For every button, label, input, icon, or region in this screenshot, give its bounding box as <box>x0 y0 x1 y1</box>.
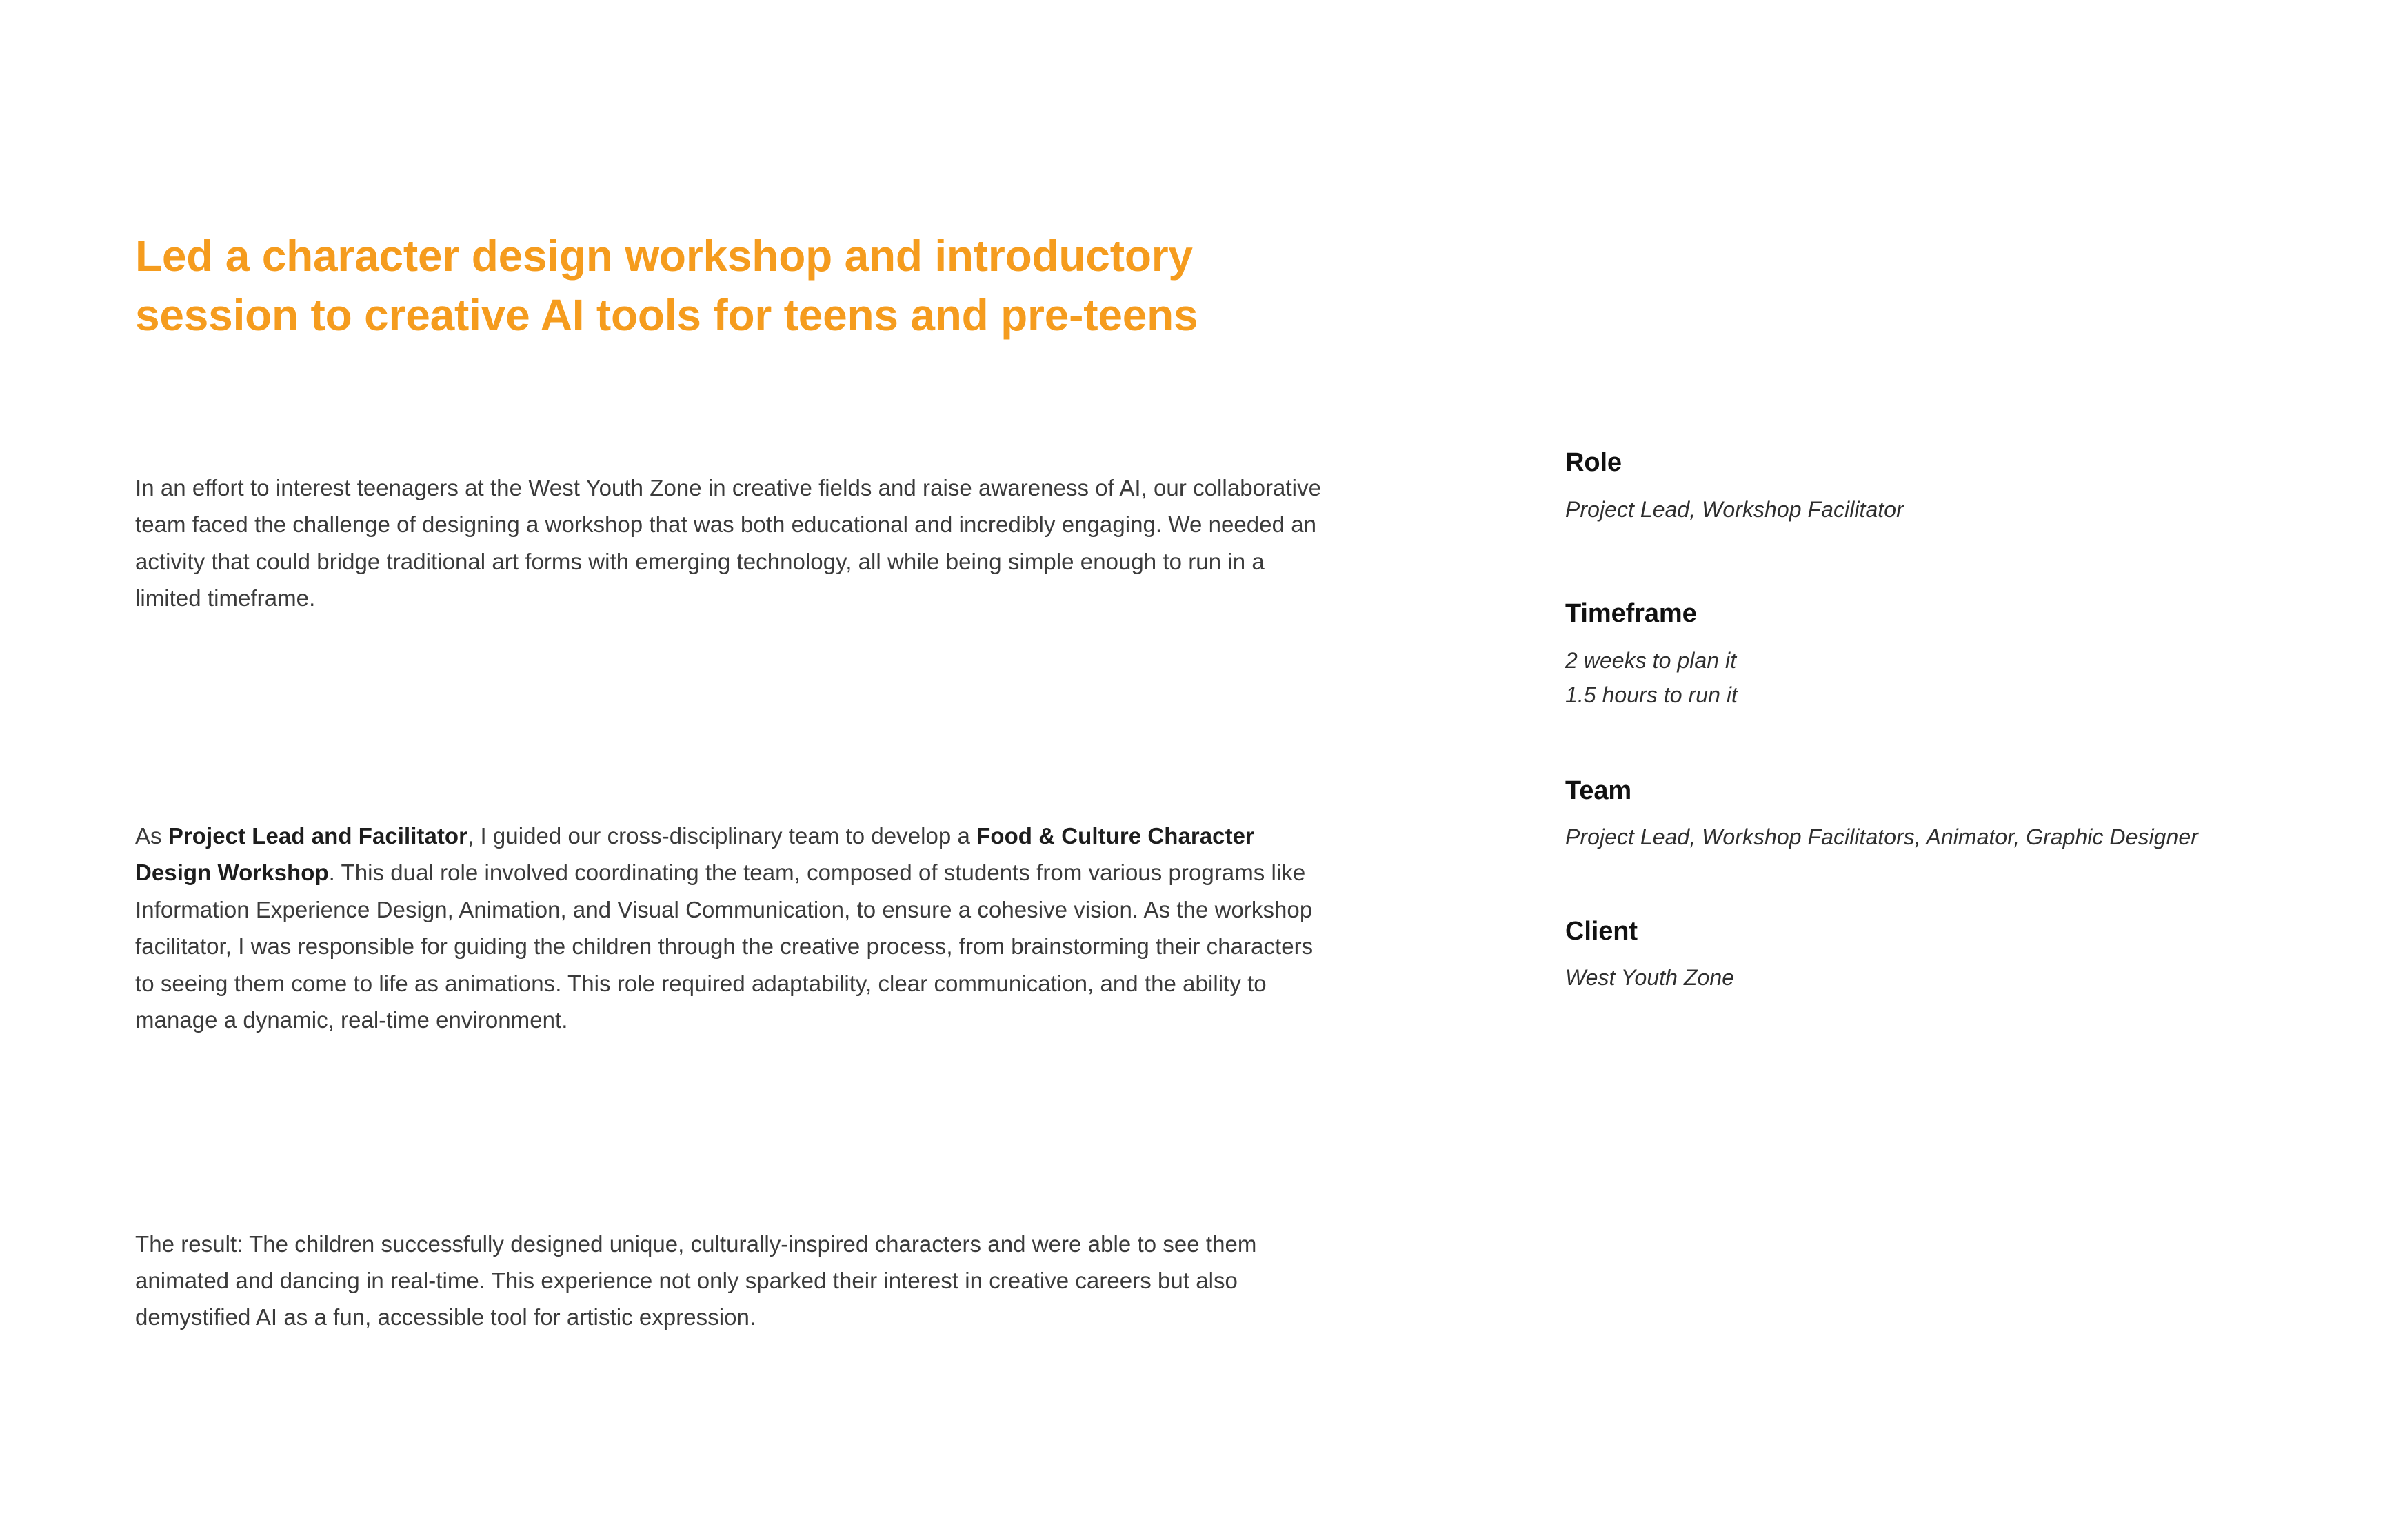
meta-block-timeframe <box>1565 598 2200 775</box>
paragraph-challenge: In an effort to interest teenagers at the West Youth Zone in creative fields and raise awareness of AI, our collaborative team faced the challenge of designing a workshop that was both educational and incredibly engaging. We needed an activity that could bridge traditional art forms with emerging technology, all while being simple enough to run in a limited timeframe. <box>135 475 1322 611</box>
meta-value-line: Project Lead, Workshop Facilitators, Animator, Graphic Designer <box>1565 824 2198 850</box>
meta-value-timeframe <box>1565 643 2200 713</box>
meta-heading-timeframe: Timeframe <box>1565 599 1697 629</box>
emphasized-text: Food & Culture Character Design Workshop <box>135 822 1254 886</box>
meta-heading-role: Role <box>1565 448 1622 477</box>
meta-block-role <box>1565 447 2200 598</box>
emphasized-text: Project Lead and Facilitator <box>168 822 468 849</box>
paragraph-spacer <box>135 1062 1334 1203</box>
meta-sidebar <box>1565 447 2200 995</box>
meta-value-line: West Youth Zone <box>1565 965 1735 991</box>
paragraph-role-action: As Project Lead and Facilitator, I guided our cross-disciplinary team to develop a Food & Culture Character Design Workshop. This dual role involved coordinating the team, composed of students from various programs like Information Experience Design, Animation, and Visual Communication, to ensure a cohesive vision. As the workshop facilitator, I was responsible for guiding the children through the creative process, from brainstorming their characters to seeing them come to life as animations. This role required adaptability, clear communication, and the ability to manage a dynamic, real-time environment. <box>135 822 1314 1033</box>
meta-value-line: 2 weeks to plan it <box>1565 647 1737 673</box>
meta-heading-client: Client <box>1565 916 1638 946</box>
paragraph-result: The result: The children successfully designed unique, culturally-inspired characters and were able to see them animated and dancing in real-time. This experience not only sparked their interest in creative careers but also demystified AI as a fun, accessible tool for artistic expression. <box>135 1230 1257 1330</box>
meta-value-line: 1.5 hours to run it <box>1565 682 1738 708</box>
page-title: Led a character design workshop and introductory session to creative AI tools for teens and pre-teens <box>135 230 1198 340</box>
meta-block-client <box>1565 915 2200 995</box>
meta-block-team <box>1565 775 2200 915</box>
content-column <box>135 447 1334 1359</box>
meta-heading-team: Team <box>1565 776 1632 805</box>
meta-value-client <box>1565 960 2200 995</box>
paragraph-spacer <box>135 640 1334 795</box>
meta-value-line: Project Lead, Workshop Facilitator <box>1565 496 1904 522</box>
meta-value-team <box>1565 820 2200 855</box>
meta-value-role <box>1565 492 2200 527</box>
